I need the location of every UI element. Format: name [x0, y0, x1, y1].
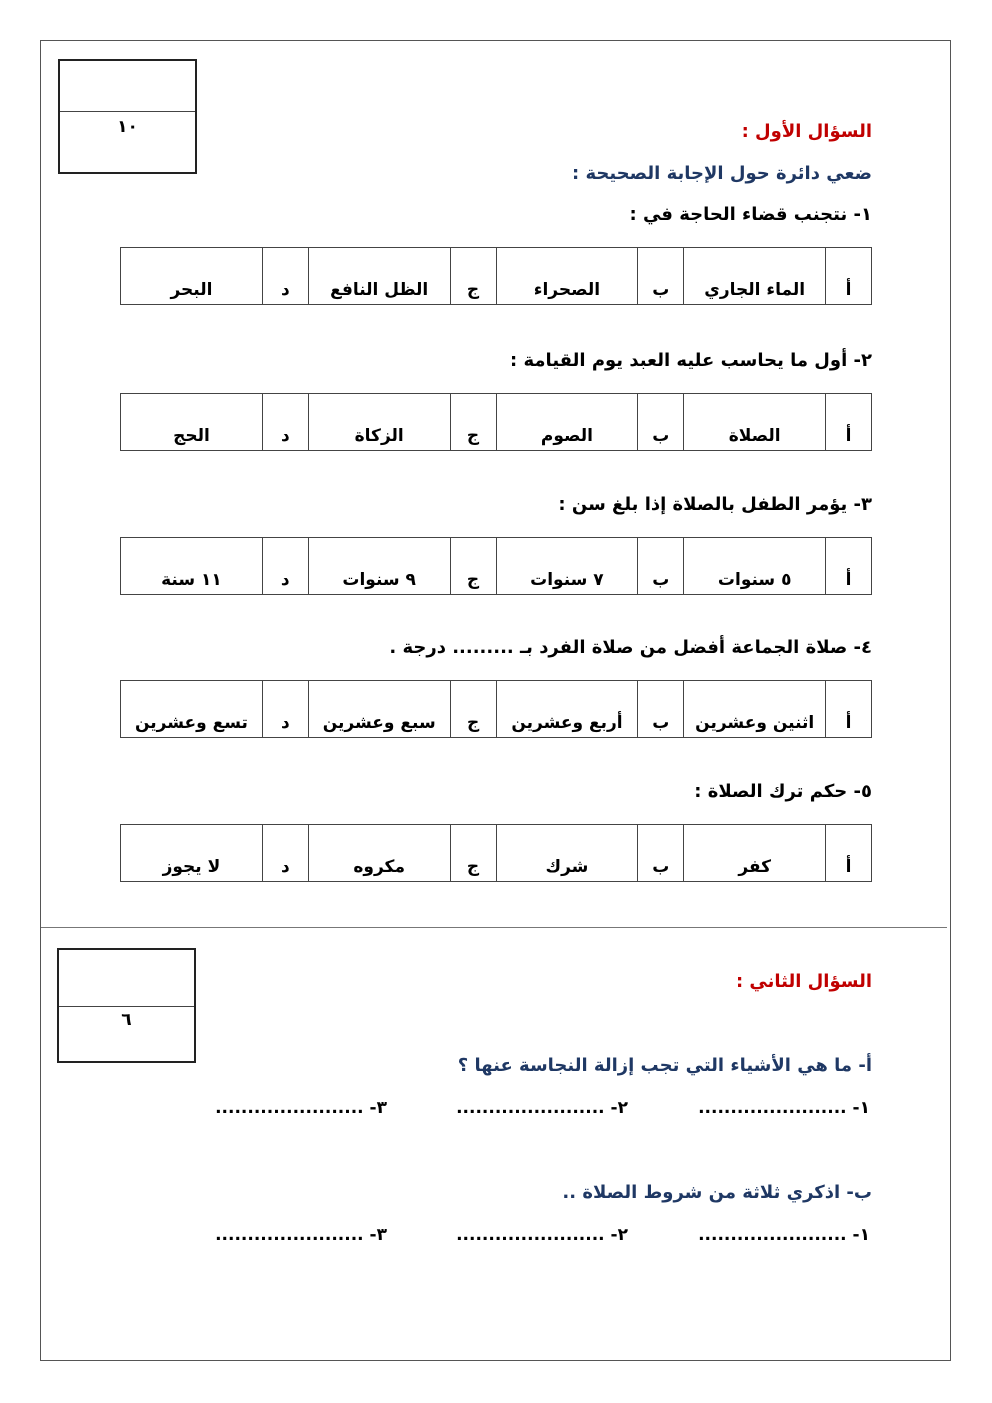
options-table — [120, 537, 872, 595]
option-answer[interactable]: لا يجوز — [121, 825, 263, 882]
option-letter[interactable]: ج — [450, 248, 496, 305]
option-letter[interactable]: د — [262, 825, 308, 882]
q2-title: السؤال الثاني : — [735, 971, 872, 992]
option-letter[interactable]: ب — [638, 681, 684, 738]
option-letter[interactable]: د — [262, 248, 308, 305]
score-box-q1 — [58, 59, 197, 174]
option-answer[interactable]: الزكاة — [308, 394, 450, 451]
option-letter[interactable]: ج — [450, 825, 496, 882]
q1-title: السؤال الأول : — [741, 121, 872, 142]
option-answer[interactable]: أربع وعشرين — [496, 681, 638, 738]
option-letter[interactable]: ج — [450, 394, 496, 451]
options-table — [120, 680, 872, 738]
option-letter[interactable]: د — [262, 394, 308, 451]
option-letter[interactable]: أ — [826, 394, 872, 451]
option-letter[interactable]: د — [262, 538, 308, 595]
option-letter[interactable]: أ — [826, 681, 872, 738]
option-letter[interactable]: ب — [638, 248, 684, 305]
score-box-q2 — [57, 948, 196, 1063]
option-answer[interactable]: كفر — [684, 825, 826, 882]
option-letter[interactable]: ج — [450, 538, 496, 595]
answer-blank[interactable]: ٣- ....................... — [215, 1225, 387, 1245]
option-answer[interactable]: ٥ سنوات — [684, 538, 826, 595]
score-value: ١٠ — [117, 117, 138, 137]
option-answer[interactable]: الحج — [121, 394, 263, 451]
question-5: ٥- حكم ترك الصلاة : — [694, 781, 872, 802]
option-letter[interactable]: ب — [638, 825, 684, 882]
option-answer[interactable]: الظل النافع — [308, 248, 450, 305]
option-answer[interactable]: البحر — [121, 248, 263, 305]
option-letter[interactable]: أ — [826, 825, 872, 882]
option-answer[interactable]: الماء الجاري — [684, 248, 826, 305]
q1-instruction: ضعي دائرة حول الإجابة الصحيحة : — [571, 163, 872, 184]
section-divider — [41, 927, 947, 928]
option-answer[interactable]: تسع وعشرين — [121, 681, 263, 738]
option-letter[interactable]: ب — [638, 538, 684, 595]
answer-blank[interactable]: ٢- ....................... — [456, 1225, 628, 1245]
option-answer[interactable]: ١١ سنة — [121, 538, 263, 595]
question-3: ٣- يؤمر الطفل بالصلاة إذا بلغ سن : — [558, 494, 872, 515]
answer-blank[interactable]: ١- ....................... — [698, 1225, 870, 1245]
question-4: ٤- صلاة الجماعة أفضل من صلاة الفرد بـ ......... درجة . — [389, 637, 872, 658]
option-answer[interactable]: الصلاة — [684, 394, 826, 451]
option-answer[interactable]: سبع وعشرين — [308, 681, 450, 738]
option-letter[interactable]: ج — [450, 681, 496, 738]
option-answer[interactable]: الصوم — [496, 394, 638, 451]
q2b-question: ب- اذكري ثلاثة من شروط الصلاة .. — [562, 1182, 872, 1203]
score-value: ٦ — [121, 1010, 132, 1030]
option-answer[interactable]: شرك — [496, 825, 638, 882]
options-table — [120, 824, 872, 882]
options-table — [120, 247, 872, 305]
answer-blank[interactable]: ٣- ....................... — [215, 1098, 387, 1118]
q2a-question: أ- ما هي الأشياء التي تجب إزالة النجاسة عنها ؟ — [457, 1055, 872, 1076]
option-answer[interactable]: الصحراء — [496, 248, 638, 305]
option-letter[interactable]: د — [262, 681, 308, 738]
answer-blank[interactable]: ٢- ....................... — [456, 1098, 628, 1118]
option-answer[interactable]: مكروه — [308, 825, 450, 882]
option-letter[interactable]: ب — [638, 394, 684, 451]
option-letter[interactable]: أ — [826, 538, 872, 595]
option-answer[interactable]: اثنين وعشرين — [684, 681, 826, 738]
option-answer[interactable]: ٩ سنوات — [308, 538, 450, 595]
options-table — [120, 393, 872, 451]
question-1: ١- نتجنب قضاء الحاجة في : — [629, 204, 872, 225]
option-answer[interactable]: ٧ سنوات — [496, 538, 638, 595]
option-letter[interactable]: أ — [826, 248, 872, 305]
answer-blank[interactable]: ١- ....................... — [698, 1098, 870, 1118]
question-2: ٢- أول ما يحاسب عليه العبد يوم القيامة : — [510, 350, 872, 371]
